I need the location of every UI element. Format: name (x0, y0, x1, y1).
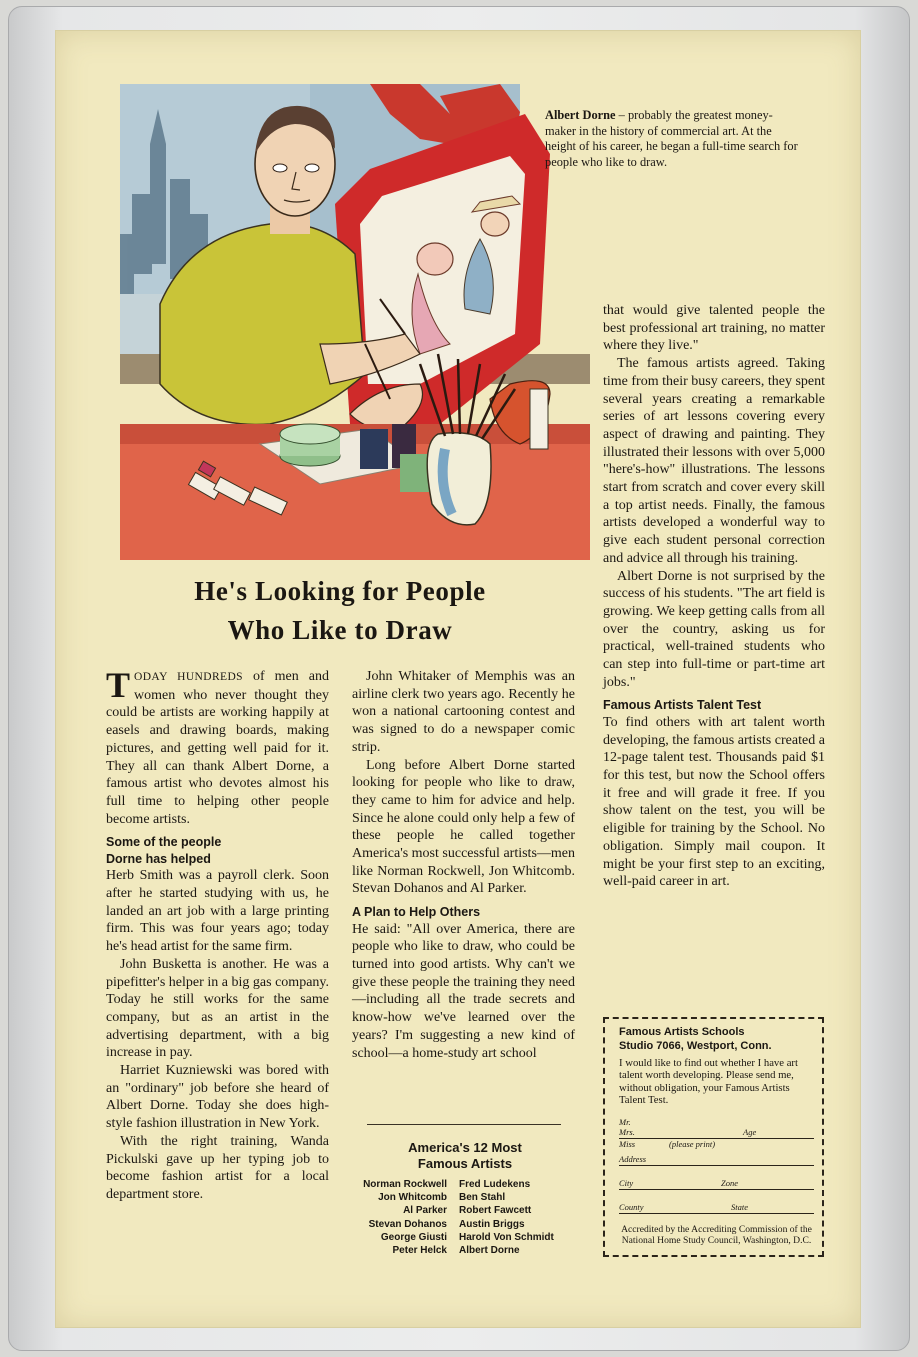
artist-name: Stevan Dohanos (368, 1218, 447, 1230)
ad-headline (100, 572, 580, 650)
bleed-through-text (697, 221, 705, 260)
artist-name: Ben Stahl (459, 1192, 506, 1204)
famous-title-line-1: America's 12 Most (408, 1140, 522, 1155)
accreditation-note: Accredited by the Accrediting Commission of the National Home Study Council, Washington, D.C. (621, 1223, 812, 1246)
state-label: State (731, 1201, 748, 1212)
subhead-talent-test: Famous Artists Talent Test (603, 698, 762, 713)
famous-title-line-2: Famous Artists (417, 1156, 513, 1171)
subhead-plan: A Plan to Help Others (352, 905, 481, 920)
artist-name: Harold Von Schmidt (459, 1231, 554, 1243)
address-line[interactable] (619, 1150, 814, 1166)
city-line[interactable] (619, 1174, 814, 1190)
mr-label: Mr. (619, 1116, 631, 1127)
artist-names (345, 1178, 585, 1257)
artist-name: Robert Fawcett (459, 1205, 532, 1217)
headline-line-2: Who Like to Draw (227, 615, 453, 645)
age-label: Age (743, 1126, 757, 1137)
mrs-label: Mrs. (619, 1126, 635, 1137)
subhead-line-1: Some of the people (106, 835, 222, 850)
artist-name: Fred Ludekens (459, 1179, 531, 1190)
famous-artists-list (345, 1140, 585, 1257)
subhead-people-helped (106, 834, 329, 867)
famous-artists-title (345, 1140, 585, 1172)
artist-names-right (453, 1178, 573, 1257)
illustration-caption (545, 108, 800, 170)
intro-paragraph (106, 665, 329, 828)
paragraph-artists-agreed: The famous artists agreed. Taking time from their busy careers, they spent several years creating a remarkable series of art lessons covering every aspect of drawing and painting. They illustrated their lessons with over 5,000 "here's-how" illustrations. The lessons start from scratch and cover every skill a top artist needs. Finally, the famous artists developed a wonderful way to give each student personal correction and advice all through his training. (603, 356, 825, 566)
paragraph-continuation: that would give talented people the best professional art training, no matter where they live." (603, 303, 825, 354)
caption-name: Albert Dorne (545, 108, 616, 122)
paragraph-long-before: Long before Albert Dorne started looking for people who like to draw, they came to him for advice and help. Since he alone could only help a few of these people he called together America's most successful artists—men like Norman Rockwell, Jon Whitcomb. Stevan Dohanos and Al Parker. (352, 757, 575, 897)
paragraph-he-said: He said: "All over America, there are people who like to draw, who could be turned into good artists. Why can't we give these people the training they need—including all the trade secrets and know-how we've learned over the years? I'm suggesting a new kind of school—a home-study art school (352, 921, 575, 1061)
intro-smallcaps: ODAY HUNDREDS (134, 671, 243, 683)
drop-cap: T (106, 665, 131, 705)
mrs-line[interactable] (619, 1128, 814, 1139)
county-line[interactable] (619, 1198, 814, 1214)
zone-label: Zone (721, 1177, 738, 1188)
article-column-3 (603, 302, 825, 891)
mr-line[interactable] (619, 1117, 814, 1128)
mail-coupon[interactable] (603, 1017, 824, 1257)
artist-name: Austin Briggs (459, 1218, 525, 1230)
paragraph-not-surprised: Albert Dorne is not surprised by the success of his students. "The art field is growing. We keep getting calls from all over the country, asking us for practical, well-trained students who can step into full-time or part-time art jobs." (603, 568, 825, 690)
artist-names-left (345, 1178, 453, 1257)
artist-name: Norman Rockwell (363, 1179, 447, 1190)
artist-name: Albert Dorne (459, 1245, 520, 1257)
city-label: City (619, 1177, 634, 1188)
paragraph-wanda: With the right training, Wanda Pickulski gave up her typing job to become fashion artist for a local department store. (106, 1133, 329, 1202)
miss-label: Miss (619, 1138, 636, 1149)
paragraph-john-whitaker: John Whitaker of Memphis was an airline clerk two years ago. Recently he won a national cartooning contest and was signed to do a newspaper comic strip. (352, 669, 575, 755)
caption-text: – probably the greatest money-maker in the history of commercial art. At the height of his career, he began a full-time search for people who like to draw. (545, 108, 798, 169)
intro-text: of men and women who never thought they could be artists are working happily at easels and drawing boards, making pictures, and getting well paid for it. They all can thank Albert Dorne, a famous artist who devotes almost his full time to helping other people become artists. (106, 669, 329, 827)
county-label: County (619, 1201, 644, 1212)
coupon-school-name: Famous Artists Schools (619, 1026, 745, 1038)
artist-name: Al Parker (403, 1205, 447, 1217)
subhead-line-2: Dorne has helped (106, 851, 211, 866)
coupon-header (619, 1025, 814, 1053)
please-print-label: (please print) (669, 1138, 716, 1149)
paragraph-herb-smith: Herb Smith was a payroll clerk. Soon after he started studying with us, he landed an art job with a large printing firm. This was four years ago; today he's head artist for the same firm. (106, 868, 329, 955)
artist-name: Jon Whitcomb (378, 1192, 447, 1204)
divider-rule (367, 1124, 561, 1125)
artist-name: Peter Helck (392, 1245, 447, 1257)
artist-name: George Giusti (380, 1231, 447, 1243)
paragraph-harriet: Harriet Kuzniewski was bored with an "ordinary" job before she heard of Albert Dorne. Today she does high-style fashion illustration in New York. (106, 1063, 329, 1132)
coupon-address: Studio 7066, Westport, Conn. (619, 1040, 772, 1052)
albert-dorne-illustration (120, 84, 590, 560)
article-column-2 (352, 668, 575, 1062)
coupon-form (619, 1117, 814, 1214)
paragraph-talent-test: To find others with art talent worth developing, the famous artists created a 12-page talent test. Thousands paid $1 for this test, but now the School offers it free and will grade it free. If you show talent on the test, you will be eligible for training by the School. No obligation. Simply mail coupon. It might be your first step to an exciting, well-paid career in art. (603, 714, 825, 890)
paragraph-john-busketta: John Busketta is another. He was a pipefitter's helper in a big gas company. Today he still works for the same company, but as an artist in the advertising department, with a big increase in pay. (106, 956, 329, 1061)
miss-line[interactable] (619, 1139, 814, 1150)
article-column-1 (106, 665, 329, 1204)
address-label: Address (619, 1153, 647, 1164)
coupon-body: I would like to find out whether I have art talent worth developing. Please send me, without obligation, your Famous Artists Talent Test. (619, 1057, 798, 1107)
headline-line-1: He's Looking for People (194, 576, 486, 606)
